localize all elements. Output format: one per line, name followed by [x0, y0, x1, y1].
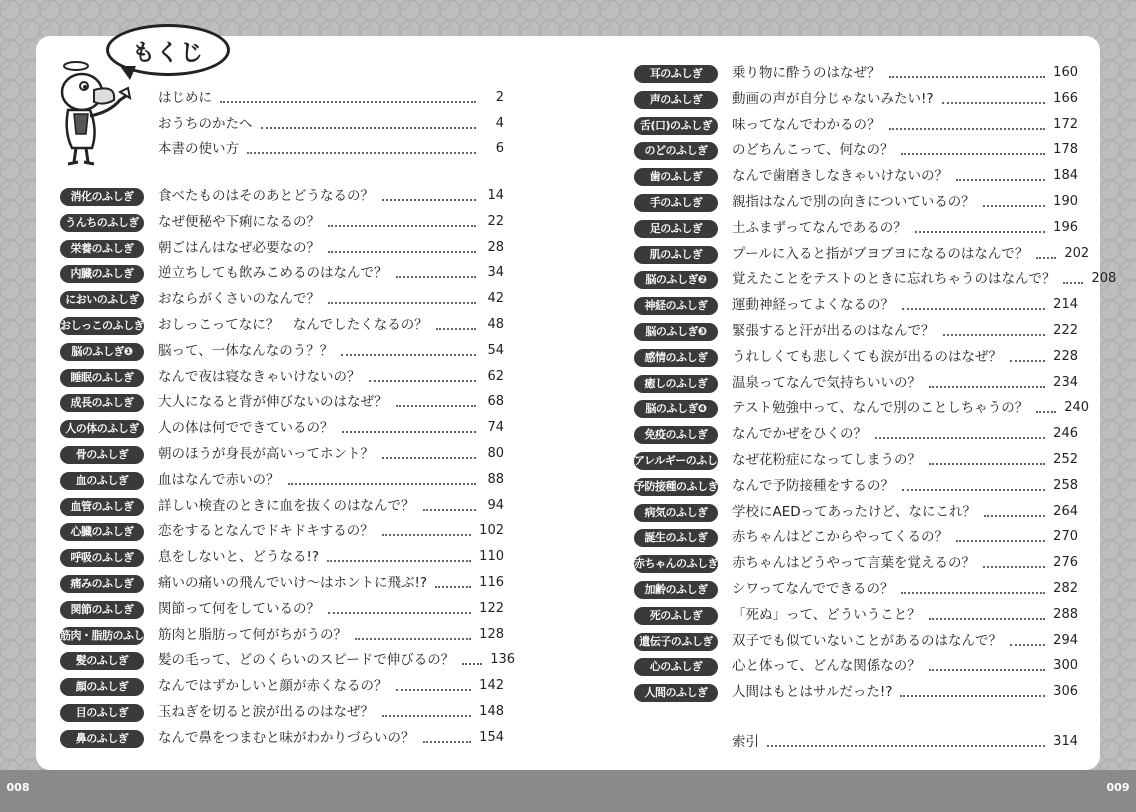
- entry-title: 人の体は何でできているの？: [158, 420, 334, 437]
- entry-page-number: 88: [487, 471, 504, 487]
- category-tag: 骨のふしぎ: [60, 446, 144, 464]
- dot-leader: [889, 76, 1046, 78]
- toc-entry[interactable]: [60, 210, 504, 232]
- dot-leader: [342, 431, 477, 433]
- entry-title: 痛いの痛いの飛んでいけ～はホントに飛ぶ!?: [158, 575, 428, 591]
- entry-title: なんで夜は寝なきゃいけないの？: [158, 368, 361, 385]
- toc-entry[interactable]: [60, 339, 504, 361]
- dot-leader: [901, 592, 1045, 594]
- entry-title: おうちのかたへ: [158, 115, 253, 132]
- toc-entry[interactable]: [634, 87, 1078, 109]
- entry-title: なんではずかしいと顔が赤くなるの？: [158, 678, 388, 695]
- category-tag: 呼吸のふしぎ: [60, 549, 144, 567]
- dot-leader: [902, 308, 1045, 310]
- entry-page-number: 154: [479, 729, 504, 745]
- footer-band: [0, 770, 1136, 812]
- category-tag: 脳のふしぎ❹: [634, 400, 718, 418]
- dot-leader: [369, 380, 477, 382]
- entry-page-number: 258: [1053, 477, 1078, 493]
- dot-leader: [1063, 282, 1083, 284]
- entry-page-number: 196: [1053, 219, 1078, 235]
- toc-entry[interactable]: [634, 242, 1090, 264]
- entry-page-number: 178: [1053, 142, 1078, 158]
- entry-title: 玉ねぎを切ると涙が出るのはなぜ？: [158, 704, 374, 720]
- entry-page-number: 214: [1053, 297, 1078, 313]
- category-tag: 心のふしぎ: [634, 658, 718, 676]
- toc-entry[interactable]: [634, 293, 1078, 315]
- entry-page-number: 208: [1091, 271, 1117, 287]
- dot-leader: [983, 566, 1045, 568]
- toc-entry[interactable]: [60, 390, 504, 412]
- page-number-right: 009: [1106, 781, 1130, 794]
- entry-title: 動画の声が自分じゃないみたい!?: [732, 90, 934, 107]
- dot-leader: [462, 663, 482, 665]
- entry-page-number: 234: [1053, 374, 1078, 390]
- toc-entry[interactable]: [634, 113, 1078, 135]
- entry-title: 赤ちゃんはどこからやってくるの？: [732, 529, 948, 546]
- dot-leader: [382, 534, 471, 536]
- category-tag: 足のふしぎ: [634, 220, 718, 238]
- entry-page-number: 102: [479, 523, 504, 539]
- category-tag: 鼻のふしぎ: [60, 730, 144, 748]
- entry-title: 運動神経ってよくなるの？: [732, 297, 894, 314]
- entry-title: プールに入ると指がブヨブヨになるのはなんで？: [732, 245, 1029, 262]
- category-tag: おしっこのふしぎ: [60, 317, 144, 335]
- entry-page-number: 314: [1053, 734, 1078, 749]
- category-tag: 死のふしぎ: [634, 607, 718, 625]
- toc-entry[interactable]: [60, 623, 504, 645]
- intro-entry[interactable]: [60, 137, 504, 159]
- entry-title: 逆立ちしても飲みこめるのはなんで？: [158, 265, 388, 282]
- intro-entry[interactable]: [60, 112, 504, 134]
- entry-page-number: 74: [487, 420, 504, 436]
- entry-title: なんで予防接種をするの？: [732, 477, 894, 494]
- category-tag: 赤ちゃんのふしぎ: [634, 555, 718, 573]
- toc-entry[interactable]: [634, 551, 1078, 573]
- entry-title: 赤ちゃんはどうやって言葉を覚えるの？: [732, 555, 975, 572]
- category-tag: 栄養のふしぎ: [60, 240, 144, 258]
- dot-leader: [1036, 411, 1056, 413]
- category-tag: 手のふしぎ: [634, 194, 718, 212]
- dot-leader: [328, 612, 471, 614]
- toc-entry[interactable]: [634, 267, 1117, 289]
- entry-title: シワってなんでできるの？: [732, 581, 894, 597]
- entry-title: 髪の毛って、どのくらいのスピードで伸びるの？: [158, 652, 455, 669]
- toc-entry[interactable]: [60, 184, 504, 206]
- toc-entry[interactable]: [60, 726, 504, 748]
- toc-entry[interactable]: [634, 577, 1078, 599]
- entry-page-number: 136: [490, 652, 516, 668]
- entry-title: 学校にAEDってあったけど、なにこれ？: [732, 503, 977, 520]
- dot-leader: [902, 489, 1045, 491]
- toc-entry[interactable]: [60, 674, 504, 696]
- dot-leader: [915, 231, 1045, 233]
- entry-page-number: 116: [479, 575, 504, 590]
- entry-title: 人間はもとはサルだった!?: [732, 684, 893, 701]
- entry-title: はじめに: [158, 90, 212, 106]
- dot-leader: [396, 276, 477, 278]
- entry-title: 味ってなんでわかるの？: [732, 116, 881, 133]
- dot-leader: [436, 328, 476, 330]
- toc-entry[interactable]: [634, 371, 1078, 393]
- entry-title: 親指はなんで別の向きについているの？: [732, 194, 975, 210]
- toc-entry[interactable]: [634, 61, 1078, 83]
- dot-leader: [956, 540, 1045, 542]
- entry-title: 食べたものはそのあとどうなるの？: [158, 188, 374, 204]
- entry-page-number: 222: [1053, 323, 1078, 338]
- toc-entry[interactable]: [60, 494, 504, 516]
- toc-entry[interactable]: [60, 597, 504, 619]
- category-tag: 歯のふしぎ: [634, 168, 718, 186]
- toc-entry[interactable]: [60, 416, 504, 438]
- dot-leader: [929, 618, 1045, 620]
- toc-entry[interactable]: [634, 422, 1078, 444]
- entry-title: 心と体って、どんな関係なの？: [732, 658, 921, 675]
- entry-title: なんで歯磨きしなきゃいけないの？: [732, 168, 948, 185]
- dot-leader: [1036, 257, 1056, 259]
- category-tag: 脳のふしぎ❷: [634, 271, 718, 289]
- category-tag: 心臓のふしぎ: [60, 523, 144, 541]
- entry-title: 朝ごはんはなぜ必要なの？: [158, 239, 320, 256]
- category-tag: 病気のふしぎ: [634, 504, 718, 522]
- bubble-tail: [120, 66, 136, 80]
- entry-page-number: 142: [479, 678, 504, 694]
- category-tag: 神経のふしぎ: [634, 297, 718, 315]
- entry-page-number: 160: [1053, 65, 1078, 80]
- toc-entry[interactable]: [634, 216, 1078, 238]
- entry-title: なぜ便秘や下痢になるの？: [158, 213, 320, 230]
- dot-leader: [396, 689, 472, 691]
- entry-title: 覚えたことをテストのときに忘れちゃうのはなんで？: [732, 271, 1056, 288]
- entry-title: 索引: [732, 734, 759, 750]
- toc-entry[interactable]: [634, 629, 1078, 651]
- entry-page-number: 202: [1064, 245, 1090, 261]
- category-tag: 人間のふしぎ: [634, 684, 718, 702]
- page-number-left: 008: [6, 781, 30, 794]
- entry-page-number: 148: [479, 704, 504, 719]
- dot-leader: [328, 302, 476, 304]
- toc-entry[interactable]: [634, 190, 1078, 212]
- category-tag: 感情のふしぎ: [634, 349, 718, 367]
- category-tag: 遺伝子のふしぎ: [634, 633, 718, 651]
- entry-title: 温泉ってなんで気持ちいいの？: [732, 374, 921, 391]
- entry-title: 血はなんで赤いの？: [158, 471, 280, 488]
- toc-entry[interactable]: [60, 442, 504, 464]
- entry-title: 本書の使い方: [158, 141, 239, 157]
- toc-entry[interactable]: [634, 603, 1078, 625]
- toc-entry[interactable]: [634, 474, 1078, 496]
- dot-leader: [396, 405, 477, 407]
- toc-entry[interactable]: [60, 365, 504, 387]
- entry-title: 緊張すると汗が出るのはなんで？: [732, 323, 935, 339]
- category-tag: 誕生のふしぎ: [634, 529, 718, 547]
- entry-title: 大人になると背が伸びないのはなぜ？: [158, 394, 388, 411]
- entry-page-number: 306: [1053, 684, 1078, 700]
- dot-leader: [247, 152, 476, 154]
- dot-leader: [355, 638, 471, 640]
- category-tag: 筋肉・脂肪のふしぎ: [60, 627, 144, 645]
- category-tag: 肌のふしぎ: [634, 246, 718, 264]
- dot-leader: [423, 509, 477, 511]
- category-tag: うんちのふしぎ: [60, 214, 144, 232]
- entry-page-number: 184: [1053, 168, 1078, 184]
- entry-page-number: 34: [487, 265, 504, 281]
- dot-leader: [1010, 644, 1045, 646]
- entry-page-number: 264: [1053, 503, 1078, 519]
- dot-leader: [341, 354, 476, 356]
- entry-title: なんでかぜをひくの？: [732, 426, 867, 443]
- toc-entry[interactable]: [60, 571, 504, 593]
- dot-leader: [943, 334, 1046, 336]
- entry-page-number: 22: [487, 213, 504, 229]
- category-tag: アレルギーのふしぎ: [634, 452, 718, 470]
- entry-title: おしっこってなに？ なんでしたくなるの？: [158, 317, 428, 333]
- entry-title: 朝のほうが身長が高いってホント？: [158, 446, 374, 462]
- entry-page-number: 94: [487, 497, 504, 513]
- dot-leader: [767, 745, 1045, 747]
- dot-leader: [261, 127, 477, 129]
- toc-entry[interactable]: [634, 345, 1078, 367]
- entry-title: 「死ぬ」って、どういうこと？: [732, 606, 921, 623]
- dot-leader: [901, 153, 1045, 155]
- entry-page-number: 166: [1053, 90, 1078, 106]
- toc-entry[interactable]: [634, 680, 1078, 702]
- category-tag: 睡眠のふしぎ: [60, 369, 144, 387]
- entry-page-number: 6: [495, 141, 504, 156]
- dot-leader: [875, 437, 1045, 439]
- entry-page-number: 300: [1053, 658, 1078, 674]
- category-tag: 脳のふしぎ❶: [60, 343, 144, 361]
- toc-entry[interactable]: [60, 700, 504, 722]
- category-tag: 癒しのふしぎ: [634, 375, 718, 393]
- category-tag: 血のふしぎ: [60, 472, 144, 490]
- dot-leader: [929, 463, 1045, 465]
- category-tag: 内臓のふしぎ: [60, 265, 144, 283]
- dot-leader: [942, 102, 1046, 104]
- entry-title: 恋をするとなんでドキドキするの？: [158, 523, 374, 540]
- dot-leader: [983, 205, 1045, 207]
- index-entry[interactable]: [634, 730, 1078, 752]
- entry-page-number: 68: [487, 394, 504, 410]
- entry-page-number: 172: [1053, 116, 1078, 132]
- entry-title: なぜ花粉症になってしまうの？: [732, 452, 921, 468]
- entry-page-number: 246: [1053, 426, 1078, 442]
- category-tag: 人の体のふしぎ: [60, 420, 144, 438]
- entry-page-number: 42: [487, 291, 504, 307]
- entry-page-number: 276: [1053, 555, 1078, 571]
- entry-page-number: 270: [1053, 529, 1078, 545]
- entry-page-number: 288: [1053, 606, 1078, 622]
- toc-entry[interactable]: [634, 319, 1078, 341]
- entry-title: うれしくても悲しくても涙が出るのはなぜ？: [732, 348, 1002, 365]
- category-tag: 舌(口)のふしぎ: [634, 117, 718, 135]
- entry-page-number: 54: [487, 342, 504, 358]
- toc-entry[interactable]: [60, 236, 504, 258]
- toc-entry[interactable]: [634, 138, 1078, 160]
- entry-title: 関節って何をしているの？: [158, 600, 320, 617]
- category-tag: 予防接種のふしぎ: [634, 478, 718, 496]
- dot-leader: [328, 225, 476, 227]
- category-tag: においのふしぎ: [60, 291, 144, 309]
- category-tag: 消化のふしぎ: [60, 188, 144, 206]
- category-tag: 成長のふしぎ: [60, 394, 144, 412]
- entry-page-number: 294: [1053, 632, 1078, 648]
- dot-leader: [956, 179, 1045, 181]
- toc-entry[interactable]: [60, 313, 504, 335]
- dot-leader: [382, 457, 476, 459]
- toc-entry[interactable]: [634, 525, 1078, 547]
- entry-page-number: 122: [479, 600, 504, 616]
- dot-leader: [328, 251, 476, 253]
- dot-leader: [984, 515, 1045, 517]
- category-tag: 免疫のふしぎ: [634, 426, 718, 444]
- entry-title: テスト勉強中って、なんで別のことしちゃうの？: [732, 400, 1029, 417]
- entry-title: なんで鼻をつまむと味がわかりづらいの？: [158, 729, 415, 746]
- dot-leader: [889, 128, 1046, 130]
- entry-page-number: 240: [1064, 400, 1090, 416]
- category-tag: 血管のふしぎ: [60, 498, 144, 516]
- category-tag: 顔のふしぎ: [60, 678, 144, 696]
- category-tag: 関節のふしぎ: [60, 601, 144, 619]
- dot-leader: [929, 386, 1045, 388]
- dot-leader: [288, 483, 477, 485]
- entry-title: 脳って、一体なんなのう？？: [158, 342, 334, 359]
- entry-page-number: 282: [1053, 581, 1078, 596]
- entry-page-number: 228: [1053, 348, 1078, 364]
- category-tag: 髪のふしぎ: [60, 652, 144, 670]
- category-tag: 声のふしぎ: [634, 91, 718, 109]
- entry-title: のどちんこって、何なの？: [732, 142, 894, 159]
- entry-title: 乗り物に酔うのはなぜ？: [732, 65, 881, 81]
- entry-title: 双子でも似ていないことがあるのはなんで？: [732, 632, 1002, 649]
- entry-title: 詳しい検査のときに血を抜くのはなんで？: [158, 497, 415, 514]
- toc-entry[interactable]: [60, 287, 504, 309]
- toc-entry[interactable]: [634, 500, 1078, 522]
- dot-leader: [423, 741, 472, 743]
- toc-entry[interactable]: [60, 519, 504, 541]
- entry-title: 息をしないと、どうなる!?: [158, 549, 320, 566]
- dot-leader: [1010, 360, 1045, 362]
- toc-entry[interactable]: [634, 164, 1078, 186]
- toc-entry[interactable]: [634, 448, 1078, 470]
- entry-page-number: 48: [487, 317, 504, 332]
- toc-entry[interactable]: [60, 545, 504, 567]
- intro-entry[interactable]: [60, 86, 504, 108]
- dot-leader: [435, 586, 471, 588]
- entry-title: 土ふまずってなんであるの？: [732, 219, 907, 236]
- toc-entry[interactable]: [60, 648, 516, 670]
- entry-page-number: 4: [495, 115, 504, 131]
- dot-leader: [382, 715, 471, 717]
- entry-page-number: 110: [479, 549, 504, 565]
- toc-entry[interactable]: [634, 396, 1090, 418]
- toc-title: もくじ: [106, 24, 230, 76]
- category-tag: のどのふしぎ: [634, 142, 718, 160]
- entry-page-number: 252: [1053, 452, 1078, 467]
- dot-leader: [327, 560, 471, 562]
- toc-entry[interactable]: [60, 468, 504, 490]
- entry-page-number: 28: [487, 239, 504, 255]
- entry-page-number: 14: [487, 188, 504, 203]
- category-tag: 脳のふしぎ❸: [634, 323, 718, 341]
- dot-leader: [220, 101, 476, 103]
- category-tag: 目のふしぎ: [60, 704, 144, 722]
- entry-page-number: 62: [487, 368, 504, 384]
- entry-title: おならがくさいのなんで？: [158, 291, 320, 308]
- dot-leader: [382, 199, 476, 201]
- entry-page-number: 2: [495, 90, 504, 105]
- entry-page-number: 190: [1053, 194, 1078, 209]
- category-tag: 耳のふしぎ: [634, 65, 718, 83]
- toc-entry[interactable]: [60, 261, 504, 283]
- entry-page-number: 128: [479, 626, 504, 642]
- dot-leader: [929, 669, 1045, 671]
- category-tag: 加齢のふしぎ: [634, 581, 718, 599]
- category-tag: 痛みのふしぎ: [60, 575, 144, 593]
- entry-title: 筋肉と脂肪って何がちがうの？: [158, 626, 347, 643]
- entry-page-number: 80: [487, 446, 504, 461]
- dot-leader: [900, 695, 1045, 697]
- toc-entry[interactable]: [634, 654, 1078, 676]
